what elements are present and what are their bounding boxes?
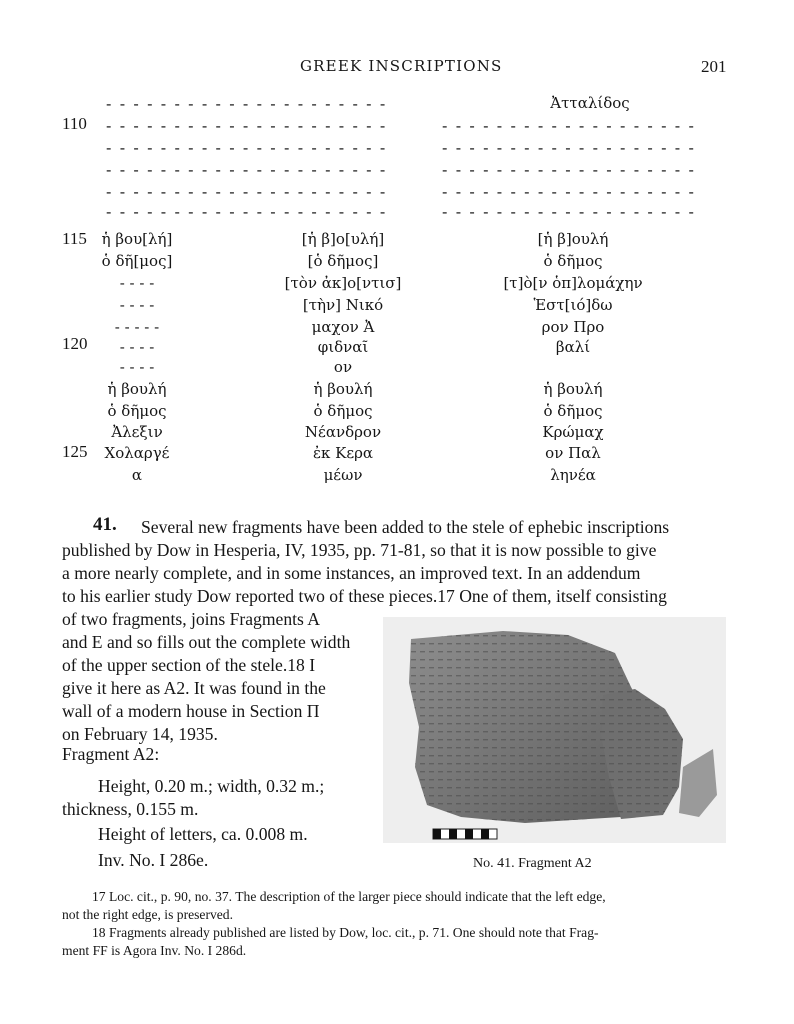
paragraph-line: a more nearly complete, and in some instances, an improved text. In an addendum xyxy=(62,563,641,583)
inscription-middle-line: [τὸν ἀκ]ο[ντισ] xyxy=(284,274,402,292)
paragraph-line: on February 14, 1935. xyxy=(62,724,218,744)
stone-fragment-image xyxy=(383,617,726,843)
inscription-middle-line: μέων xyxy=(323,466,363,484)
footnote-line: 17 Loc. cit., p. 90, no. 37. The description of the larger piece should indicate that the left edge, xyxy=(92,889,606,904)
paragraph-line: of two fragments, joins Fragments A xyxy=(62,609,321,629)
inscription-right-line: Ἀτταλίδος xyxy=(550,94,630,112)
measurements-line: Height, 0.20 m.; width, 0.32 m.; xyxy=(98,776,325,796)
measurements-line: thickness, 0.155 m. xyxy=(62,799,199,819)
inscription-middle-line: [τὴν] Νικό xyxy=(302,296,384,314)
paragraph-line: wall of a modern house in Section Π xyxy=(62,701,320,721)
fragment-label: Fragment A2: xyxy=(62,744,160,764)
inscription-left-line: ὁ δῆμος xyxy=(107,402,167,420)
inscription-middle-line: [ἡ β]ο[υλή] xyxy=(301,230,385,248)
inscription-middle-line: μαχον Ἀ xyxy=(311,318,375,336)
inscription-right-line: [ἡ β]ουλή xyxy=(537,230,609,248)
inscription-right-line: - - - - - - - - - - - - - - - - - - - xyxy=(442,202,696,221)
inscription-left-line: - - - - - - - - - - - - - - - - - - - - - xyxy=(106,182,387,201)
inscription-left-line: - - - - xyxy=(119,296,155,314)
inscription-right-line: Κρώμαχ xyxy=(542,423,604,441)
inscription-right-line: [τ]ὸ[ν ὁπ]λομάχην xyxy=(503,274,643,292)
running-title: GREEK INSCRIPTIONS xyxy=(300,57,503,75)
paragraph-line: published by Dow in Hesperia, IV, 1935, pp. 71-81, so that it is now possible to give xyxy=(62,540,657,560)
inscription-right-line: ὁ δῆμος xyxy=(543,252,603,270)
inscription-right-line: ρον Προ xyxy=(541,318,605,336)
inventory-line: Inv. No. I 286e. xyxy=(98,850,209,870)
inscription-right-line: - - - - - - - - - - - - - - - - - - - xyxy=(442,160,696,179)
inscription-middle-line: φιδναῖ xyxy=(317,338,369,356)
inscription-left-line: - - - - xyxy=(119,358,155,376)
inscription-left-line: - - - - - - - - - - - - - - - - - - - - - xyxy=(106,116,387,135)
footnote-line: not the right edge, is preserved. xyxy=(62,907,234,922)
inscription-left-line: ἡ βουλή xyxy=(107,380,167,398)
line-number: 125 xyxy=(62,442,88,461)
fragment-photograph xyxy=(383,617,726,843)
inscription-middle-line: Νέανδρον xyxy=(304,423,382,441)
inscription-left-line: - - - - - - - - - - - - - - - - - - - - - xyxy=(106,202,387,221)
inscription-middle-line: ἐκ Κερα xyxy=(312,444,374,462)
inscription-left-line: ἡ βου[λή] xyxy=(101,230,173,248)
paragraph-line: to his earlier study Dow reported two of these pieces.17 One of them, itself consisting xyxy=(62,586,667,606)
inscription-right-line: Ἑστ[ιό]δω xyxy=(533,296,613,314)
footnote-line: 18 Fragments already published are listed by Dow, loc. cit., p. 71. One should note that Frag- xyxy=(92,925,599,940)
footnote-line: ment FF is Agora Inv. No. I 286d. xyxy=(62,943,247,958)
paragraph-line: and E and so fills out the complete width xyxy=(62,632,351,652)
page-number: 201 xyxy=(701,57,727,76)
inscription-right-line: ον Παλ xyxy=(545,444,601,462)
inscription-left-line: Ἀλεξιν xyxy=(111,423,163,441)
inscription-left-line: - - - - - - - - - - - - - - - - - - - - - xyxy=(106,160,387,179)
inscription-right-line: ληνέα xyxy=(550,466,596,484)
inscription-left-line: - - - - xyxy=(119,274,155,292)
paragraph-line: give it here as A2. It was found in the xyxy=(62,678,326,698)
paragraph-line: Several new fragments have been added to the stele of ephebic inscriptions xyxy=(141,517,670,537)
inscription-left-line: - - - - - - - - - - - - - - - - - - - - - xyxy=(106,138,387,157)
paragraph-line: of the upper section of the stele.18 I xyxy=(62,655,316,675)
inscription-right-line: - - - - - - - - - - - - - - - - - - - xyxy=(442,138,696,157)
inscription-right-line: - - - - - - - - - - - - - - - - - - - xyxy=(442,116,696,135)
section-number: 41. xyxy=(93,514,117,535)
inscription-left-line: - - - - - xyxy=(114,318,160,336)
inscription-middle-line: ον xyxy=(333,358,353,376)
inscription-right-line: - - - - - - - - - - - - - - - - - - - xyxy=(442,182,696,201)
inscription-middle-line: ἡ βουλή xyxy=(313,380,373,398)
line-number: 110 xyxy=(62,114,87,133)
inscription-middle-line: ὁ δῆμος xyxy=(313,402,373,420)
inscription-left-line: - - - - xyxy=(119,338,155,356)
inscription-right-line: ἡ βουλή xyxy=(543,380,603,398)
inscription-right-line: ὁ δῆμος xyxy=(543,402,603,420)
inscription-left-line: - - - - - - - - - - - - - - - - - - - - - xyxy=(106,94,387,113)
inscription-right-line: βαλί xyxy=(555,338,591,356)
inscription-middle-line: [ὁ δῆμος] xyxy=(307,252,379,270)
line-number: 115 xyxy=(62,229,87,248)
line-number: 120 xyxy=(62,334,88,353)
inscription-left-line: α xyxy=(131,466,143,484)
figure-caption: No. 41. Fragment A2 xyxy=(473,856,592,871)
inscription-left-line: ὁ δῆ[μος] xyxy=(101,252,173,270)
letter-height-line: Height of letters, ca. 0.008 m. xyxy=(98,824,308,844)
inscription-left-line: Χολαργέ xyxy=(104,444,170,462)
